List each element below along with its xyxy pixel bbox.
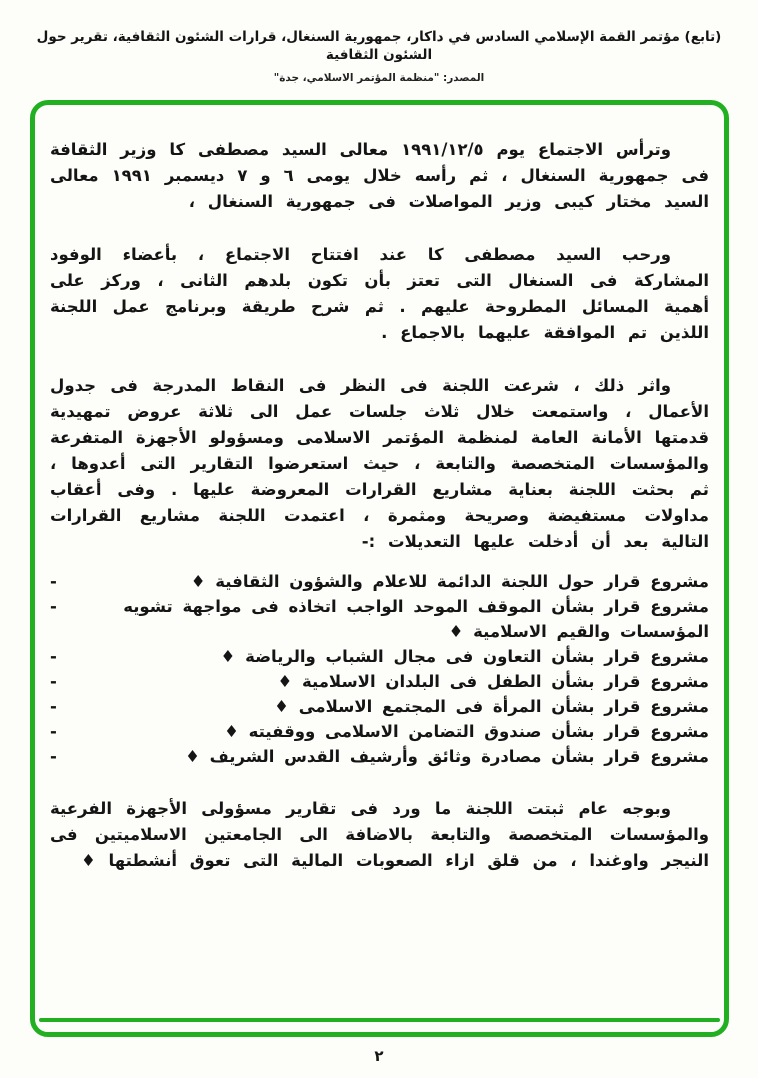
resolution-text: مشروع قرار بشأن صندوق التضامن الاسلامى ووقفيته ♦ (224, 722, 709, 741)
resolution-text: مشروع قرار بشأن المرأة فى المجتمع الاسلامى ♦ (274, 697, 709, 716)
document-source: المصدر: "منظمة المؤتمر الاسلامي، جدة" (273, 72, 485, 84)
paragraph-welcome: ورحب السيد مصطفى كا عند افتتاح الاجتماع ، بأعضاء الوفود المشاركة فى السنغال التى تعتز بأن تكون بلدهم الثانى ، وركز على أهمية المسائل المطروحة عليهم . ثم شرح طريقة وبرنامج عمل اللجنة اللذين تم الموافقة عليهما بالاجماع . (50, 245, 709, 342)
list-dash-marker: - (50, 697, 57, 716)
resolutions-list (50, 569, 709, 769)
list-item (50, 694, 709, 719)
list-item (50, 569, 709, 594)
list-dash-marker: - (50, 572, 57, 591)
list-item (50, 744, 709, 769)
list-dash-marker: - (50, 747, 57, 766)
list-dash-marker: - (50, 672, 57, 691)
resolution-text: مشروع قرار بشأن الموقف الموحد الواجب اتخاذه فى مواجهة تشويه المؤسسات والقيم الاسلامية ♦ (123, 597, 709, 641)
list-dash-marker: - (50, 597, 57, 616)
page-number: ٢ (374, 1047, 384, 1065)
list-item (50, 644, 709, 669)
paragraph-agenda-review: واثر ذلك ، شرعت اللجنة فى النظر فى النقاط المدرجة فى جدول الأعمال ، واستمعت خلال ثلاث جلسات عمل الى ثلاثة عروض تمهيدية قدمتها الأمانة العامة لمنظمة المؤتمر الاسلامى ومسؤولو الأجهزة المتفرعة والمؤسسات المتخصصة والتابعة ، حيث استعرضوا التقارير التى أعدوها ، ثم بحثت اللجنة بعناية مشاريع القرارات المعروضة عليها . وفى أعقاب مداولات مستفيضة وصريحة ومثمرة ، اعتمدت اللجنة مشاريع القرارات التالية بعد أن أدخلت عليها التعديلات :- (50, 376, 709, 551)
list-item (50, 719, 709, 744)
paragraph-session-chairing: وترأس الاجتماع يوم ١٩٩١/١٢/٥ معالى السيد مصطفى كا وزير الثقافة فى جمهورية السنغال ، ثم رأسه خلال يومى ٦ و ٧ ديسمبر ١٩٩١ معالى السيد مختار كيبى وزير المواصلات فى جمهورية السنغال ، (50, 140, 709, 211)
bottom-divider-line (39, 1018, 720, 1022)
resolution-text: مشروع قرار حول اللجنة الدائمة للاعلام والشؤون الثقافية ♦ (190, 572, 709, 591)
list-dash-marker: - (50, 722, 57, 741)
resolution-text: مشروع قرار بشأن مصادرة وثائق وأرشيف القدس الشريف ♦ (185, 747, 709, 766)
resolution-text: مشروع قرار بشأن التعاون فى مجال الشباب والرياضة ♦ (220, 647, 709, 666)
document-body (50, 137, 709, 998)
list-dash-marker: - (50, 647, 57, 666)
resolution-text: مشروع قرار بشأن الطفل فى البلدان الاسلامية ♦ (277, 672, 709, 691)
list-item (50, 669, 709, 694)
list-item (50, 594, 709, 644)
document-title: (تابع) مؤتمر القمة الإسلامي السادس في داكار، جمهورية السنغال، قرارات الشئون الثقافية، تقرير حول الشئون الثقافية (36, 29, 722, 63)
document-header (20, 28, 738, 84)
paragraph-conclusion: وبوجه عام ثبتت اللجنة ما ورد فى تقارير مسؤولى الأجهزة الفرعية والمؤسسات المتخصصة والتابعة بالاضافة الى الجامعتين الاسلاميتين فى النيجر واوغندا ، من قلق ازاء الصعوبات المالية التى تعوق أنشطتها ♦ (50, 799, 709, 870)
green-content-frame (30, 100, 729, 1037)
